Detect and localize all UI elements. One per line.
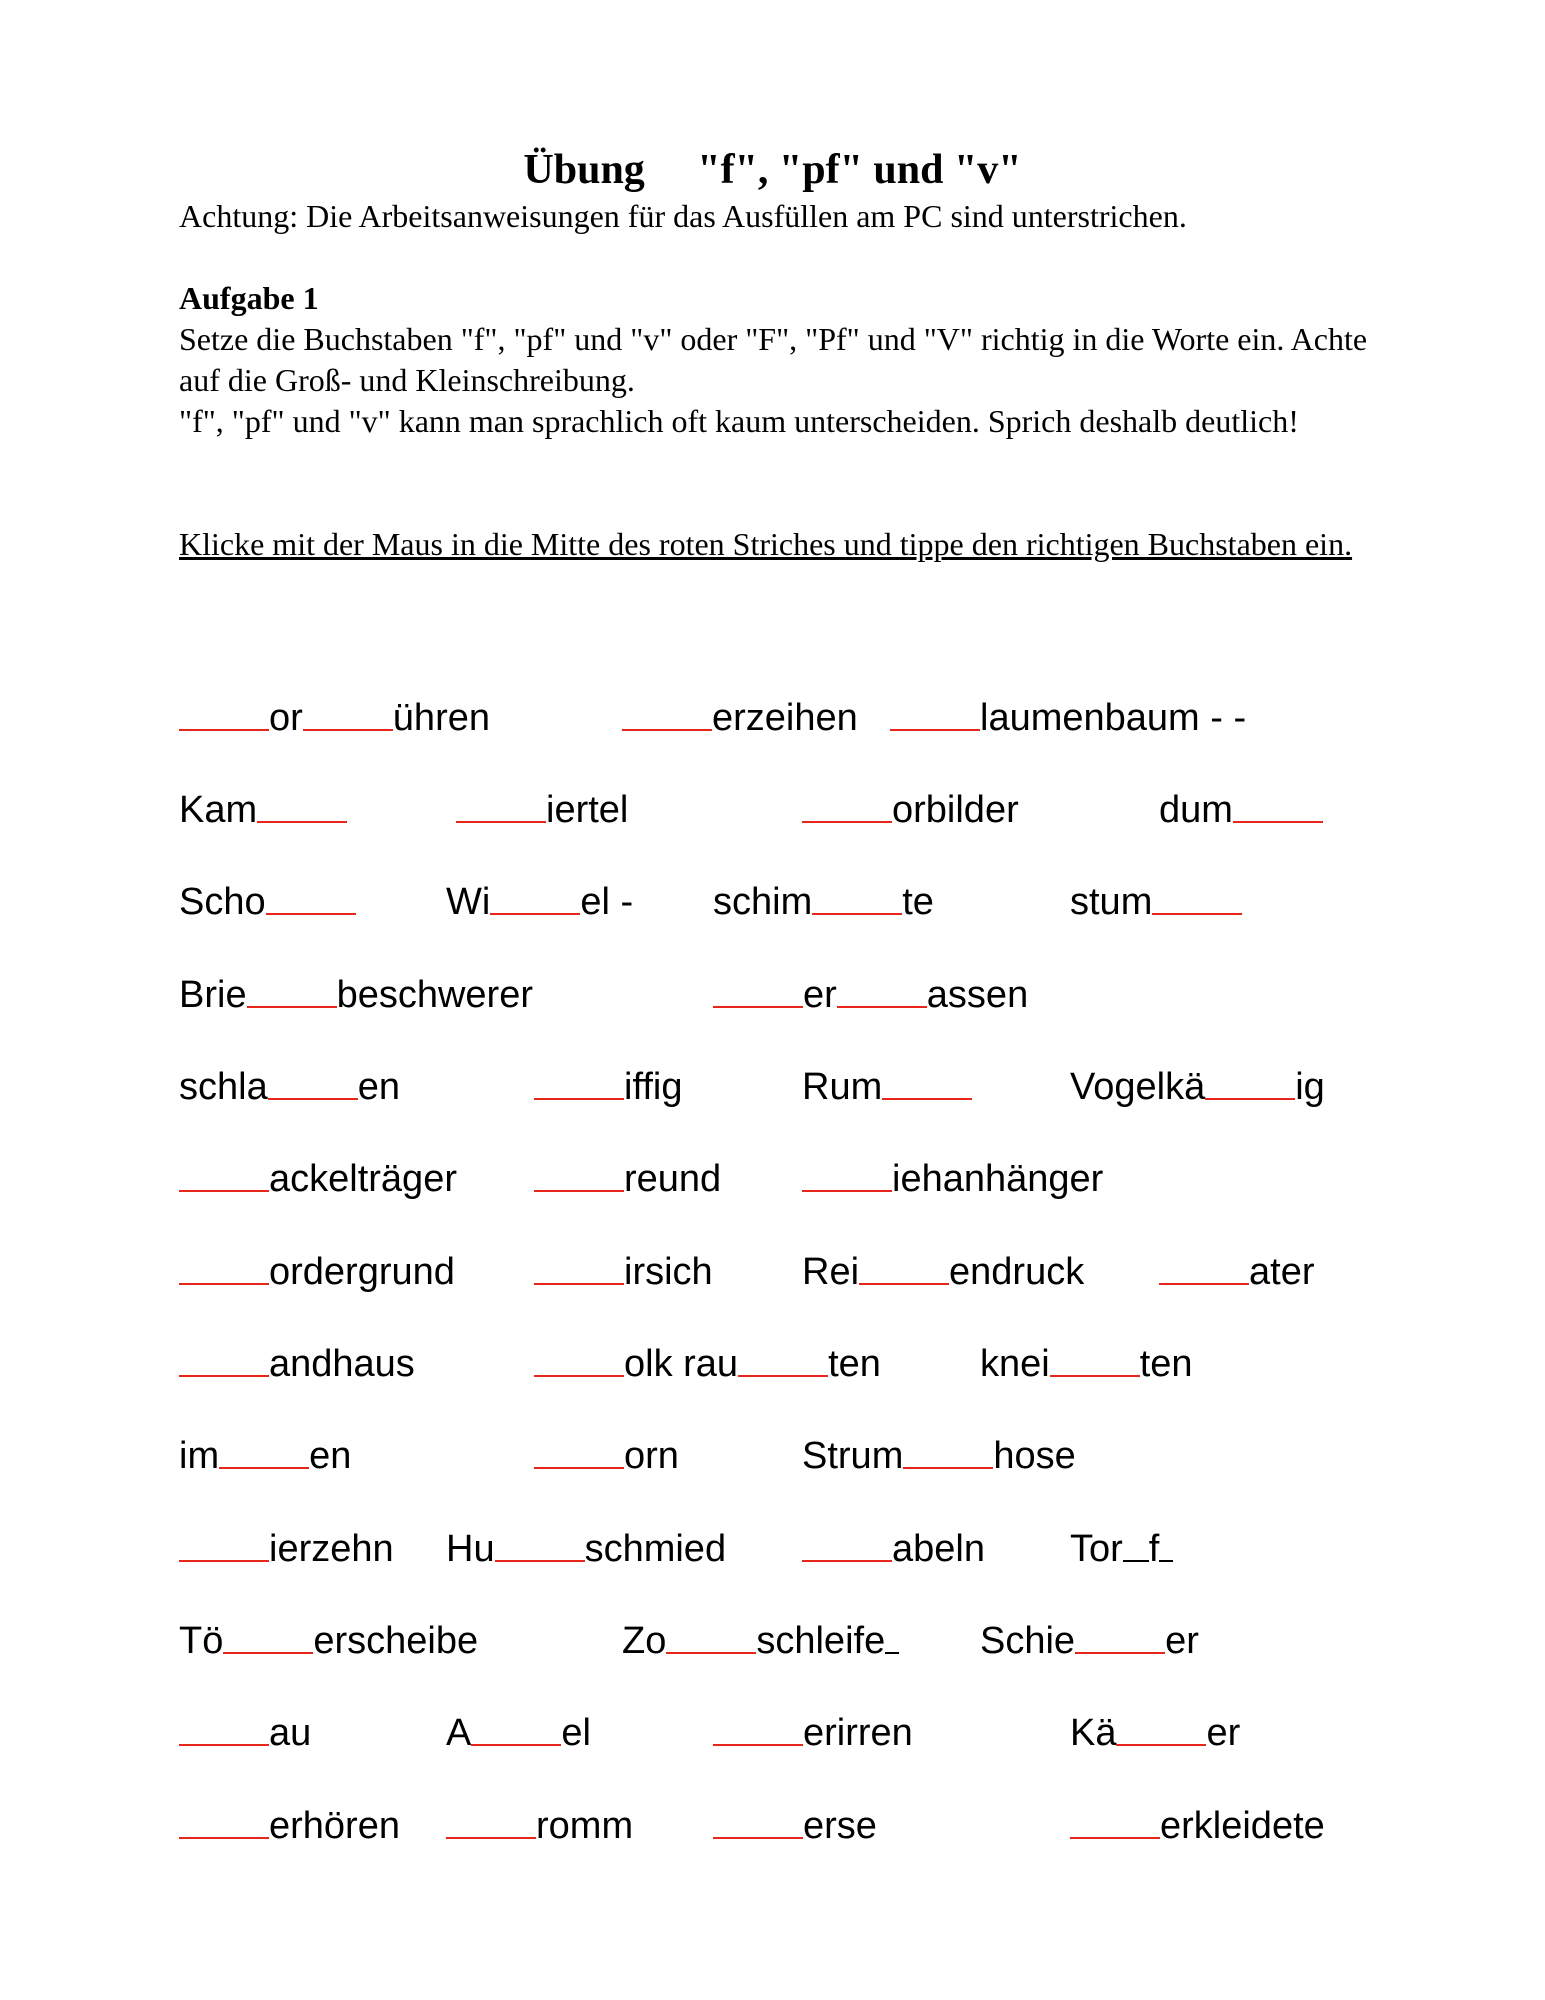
exercise-word [179,1156,457,1202]
exercise-word [179,695,490,741]
word-fragment: iehanhänger [892,1158,1104,1200]
letter-blank[interactable] [859,1249,949,1285]
exercise-word [179,1249,455,1295]
letter-blank[interactable] [534,1341,624,1377]
exercise-word [713,1710,913,1756]
exercise-word [534,1341,881,1387]
letter-blank[interactable] [903,1433,993,1469]
word-fragment: f [1148,1528,1160,1570]
exercise-word [456,787,628,833]
word-fragment: ten [828,1343,881,1385]
word-fragment: erhören [269,1805,400,1847]
exercise-word [179,1433,351,1479]
word-fragment: er [1165,1620,1199,1662]
letter-blank[interactable] [1233,787,1323,823]
letter-blank[interactable] [179,1710,269,1746]
word-fragment: ten [1139,1343,1193,1385]
word-fragment: Schie [980,1620,1076,1662]
letter-blank[interactable] [534,1064,624,1100]
letter-blank[interactable] [490,879,580,915]
exercise-word [179,879,356,925]
word-fragment: au [269,1712,312,1754]
word-fragment: Kä [1070,1712,1117,1754]
word-fragment: Tö [179,1620,224,1662]
exercise-word [802,1526,985,1572]
exercise-word [802,1249,1084,1295]
word-fragment: or [269,697,303,739]
letter-blank[interactable] [885,1618,899,1654]
word-fragment: te [902,881,934,923]
exercise-word [179,1526,394,1572]
letter-blank[interactable] [1116,1710,1206,1746]
word-fragment: erkleidete [1160,1805,1325,1847]
word-fragment: Tor [1070,1528,1123,1570]
task-description: Setze die Buchstaben "f", "pf" und "v" oder "F", "Pf" und "V" richtig in die Worte ein. Achte auf die Groß- und Kleinschreibung. [179,321,1368,398]
word-fragment: orn [624,1435,679,1477]
letter-blank[interactable] [495,1526,585,1562]
word-fragment: irsich [624,1251,713,1293]
word-fragment: Scho [179,881,266,923]
letter-blank[interactable] [1205,1064,1295,1100]
exercise-word [179,1618,478,1664]
exercise-word [446,1710,591,1756]
exercise-word [1070,879,1242,925]
word-fragment: endruck [949,1251,1085,1293]
task-hint: "f", "pf" und "v" kann man sprachlich oft kaum unterscheiden. Sprich deshalb deutlich! [179,403,1299,439]
word-fragment: ater [1249,1251,1315,1293]
exercise-word [179,1803,400,1849]
exercise-word [179,1064,400,1110]
word-fragment: schleife [756,1620,886,1662]
word-fragment: Wi [446,881,491,923]
word-fragment: iertel [546,789,629,831]
exercise-word [713,1803,877,1849]
word-fragment: beschwerer [336,974,533,1016]
exercise-word [534,1433,679,1479]
word-fragment: ühren [392,697,490,739]
word-fragment: el - [580,881,634,923]
exercise-word [179,972,533,1018]
word-fragment: Kam [179,789,258,831]
exercise-word [1159,787,1323,833]
word-fragment: erirren [803,1712,913,1754]
word-fragment: ackelträger [269,1158,457,1200]
word-fragment: Rum [802,1066,883,1108]
word-fragment: en [309,1435,352,1477]
word-fragment: er [803,974,837,1016]
word-fragment: orbilder [892,789,1019,831]
letter-blank[interactable] [257,787,347,823]
word-fragment: erscheibe [313,1620,479,1662]
exercise-word [1070,1526,1173,1572]
word-fragment: laumenbaum - - [980,697,1247,739]
letter-blank[interactable] [179,1341,269,1377]
letter-blank[interactable] [802,1156,892,1192]
letter-blank[interactable] [1123,1526,1149,1562]
word-fragment: reund [624,1158,722,1200]
pc-instruction: Klicke mit der Maus in die Mitte des roten Striches und tippe den richtigen Buchstaben ein. [179,526,1353,562]
exercise-word [179,1710,311,1756]
exercise-word [802,1156,1103,1202]
letter-blank[interactable] [713,972,803,1008]
word-fragment: Strum [802,1435,904,1477]
word-fragment: A [446,1712,472,1754]
letter-blank[interactable] [802,787,892,823]
letter-blank[interactable] [266,879,356,915]
letter-blank[interactable] [882,1064,972,1100]
word-fragment: Vogelkä [1070,1066,1206,1108]
word-fragment: dum [1159,789,1233,831]
letter-blank[interactable] [837,972,927,1008]
letter-blank[interactable] [179,1526,269,1562]
exercise-word [980,1341,1193,1387]
letter-blank[interactable] [303,695,393,731]
letter-blank[interactable] [1159,1526,1173,1562]
exercise-word [1070,1710,1240,1756]
letter-blank[interactable] [1159,1249,1249,1285]
word-fragment: Zo [622,1620,667,1662]
word-fragment: romm [536,1805,634,1847]
word-fragment: assen [926,974,1029,1016]
word-fragment: schla [179,1066,268,1108]
letter-blank[interactable] [268,1064,358,1100]
word-fragment: ig [1295,1066,1325,1108]
letter-blank[interactable] [713,1803,803,1839]
exercise-word [534,1064,682,1110]
letter-blank[interactable] [179,1803,269,1839]
word-fragment: schim [713,881,813,923]
exercise-word [1070,1064,1325,1110]
letter-blank[interactable] [534,1249,624,1285]
exercise-word [446,879,633,925]
letter-blank[interactable] [1152,879,1242,915]
word-fragment: olk rau [624,1343,739,1385]
word-fragment: erzeihen [712,697,858,739]
letter-blank[interactable] [812,879,902,915]
exercise-word [980,1618,1199,1664]
exercise-word [1070,1803,1325,1849]
exercise-word [802,787,1019,833]
word-fragment: en [357,1066,400,1108]
word-fragment: Hu [446,1528,495,1570]
exercise-word [1159,1249,1314,1295]
letter-blank[interactable] [738,1341,828,1377]
exercise-word [713,879,934,925]
letter-blank[interactable] [890,695,980,731]
letter-blank[interactable] [802,1526,892,1562]
exercise-word [534,1249,713,1295]
word-fragment: ordergrund [269,1251,455,1293]
exercise-word [802,1064,972,1110]
word-fragment: schmied [584,1528,727,1570]
exercise-word [446,1526,726,1572]
word-fragment: abeln [892,1528,985,1570]
letter-blank[interactable] [1075,1618,1165,1654]
letter-blank[interactable] [247,972,337,1008]
exercise-word [802,1433,1076,1479]
word-fragment: hose [993,1435,1076,1477]
letter-blank[interactable] [219,1433,309,1469]
letter-blank[interactable] [446,1803,536,1839]
exercise-word [446,1803,633,1849]
exercise-word [534,1156,721,1202]
letter-blank[interactable] [534,1433,624,1469]
word-fragment: andhaus [269,1343,415,1385]
word-fragment: stum [1070,881,1153,923]
letter-blank[interactable] [1070,1803,1160,1839]
letter-blank[interactable] [534,1156,624,1192]
word-fragment: Brie [179,974,247,1016]
letter-blank[interactable] [179,1249,269,1285]
letter-blank[interactable] [179,695,269,731]
letter-blank[interactable] [713,1710,803,1746]
exercise-word [622,1618,899,1664]
word-fragment: erse [803,1805,877,1847]
task-heading: Aufgabe 1 [179,280,319,316]
letter-blank[interactable] [223,1618,313,1654]
letter-blank[interactable] [1050,1341,1140,1377]
word-fragment: im [179,1435,220,1477]
exercise-word [179,787,347,833]
letter-blank[interactable] [471,1710,561,1746]
exercise-word [890,695,1246,741]
word-fragment: knei [980,1343,1050,1385]
exercise-word [179,1341,415,1387]
letter-blank[interactable] [666,1618,756,1654]
letter-blank[interactable] [622,695,712,731]
word-fragment: iffig [624,1066,683,1108]
word-fragment: er [1206,1712,1241,1754]
word-fragment: Rei [802,1251,860,1293]
pc-notice: Achtung: Die Arbeitsanweisungen für das Ausfüllen am PC sind unterstrichen. [179,198,1187,234]
worksheet-title: Übung "f", "pf" und "v" [523,147,1022,193]
word-fragment: el [561,1712,591,1754]
exercise-word [622,695,858,741]
letter-blank[interactable] [179,1156,269,1192]
word-fragment: ierzehn [269,1528,394,1570]
letter-blank[interactable] [456,787,546,823]
exercise-word [713,972,1028,1018]
